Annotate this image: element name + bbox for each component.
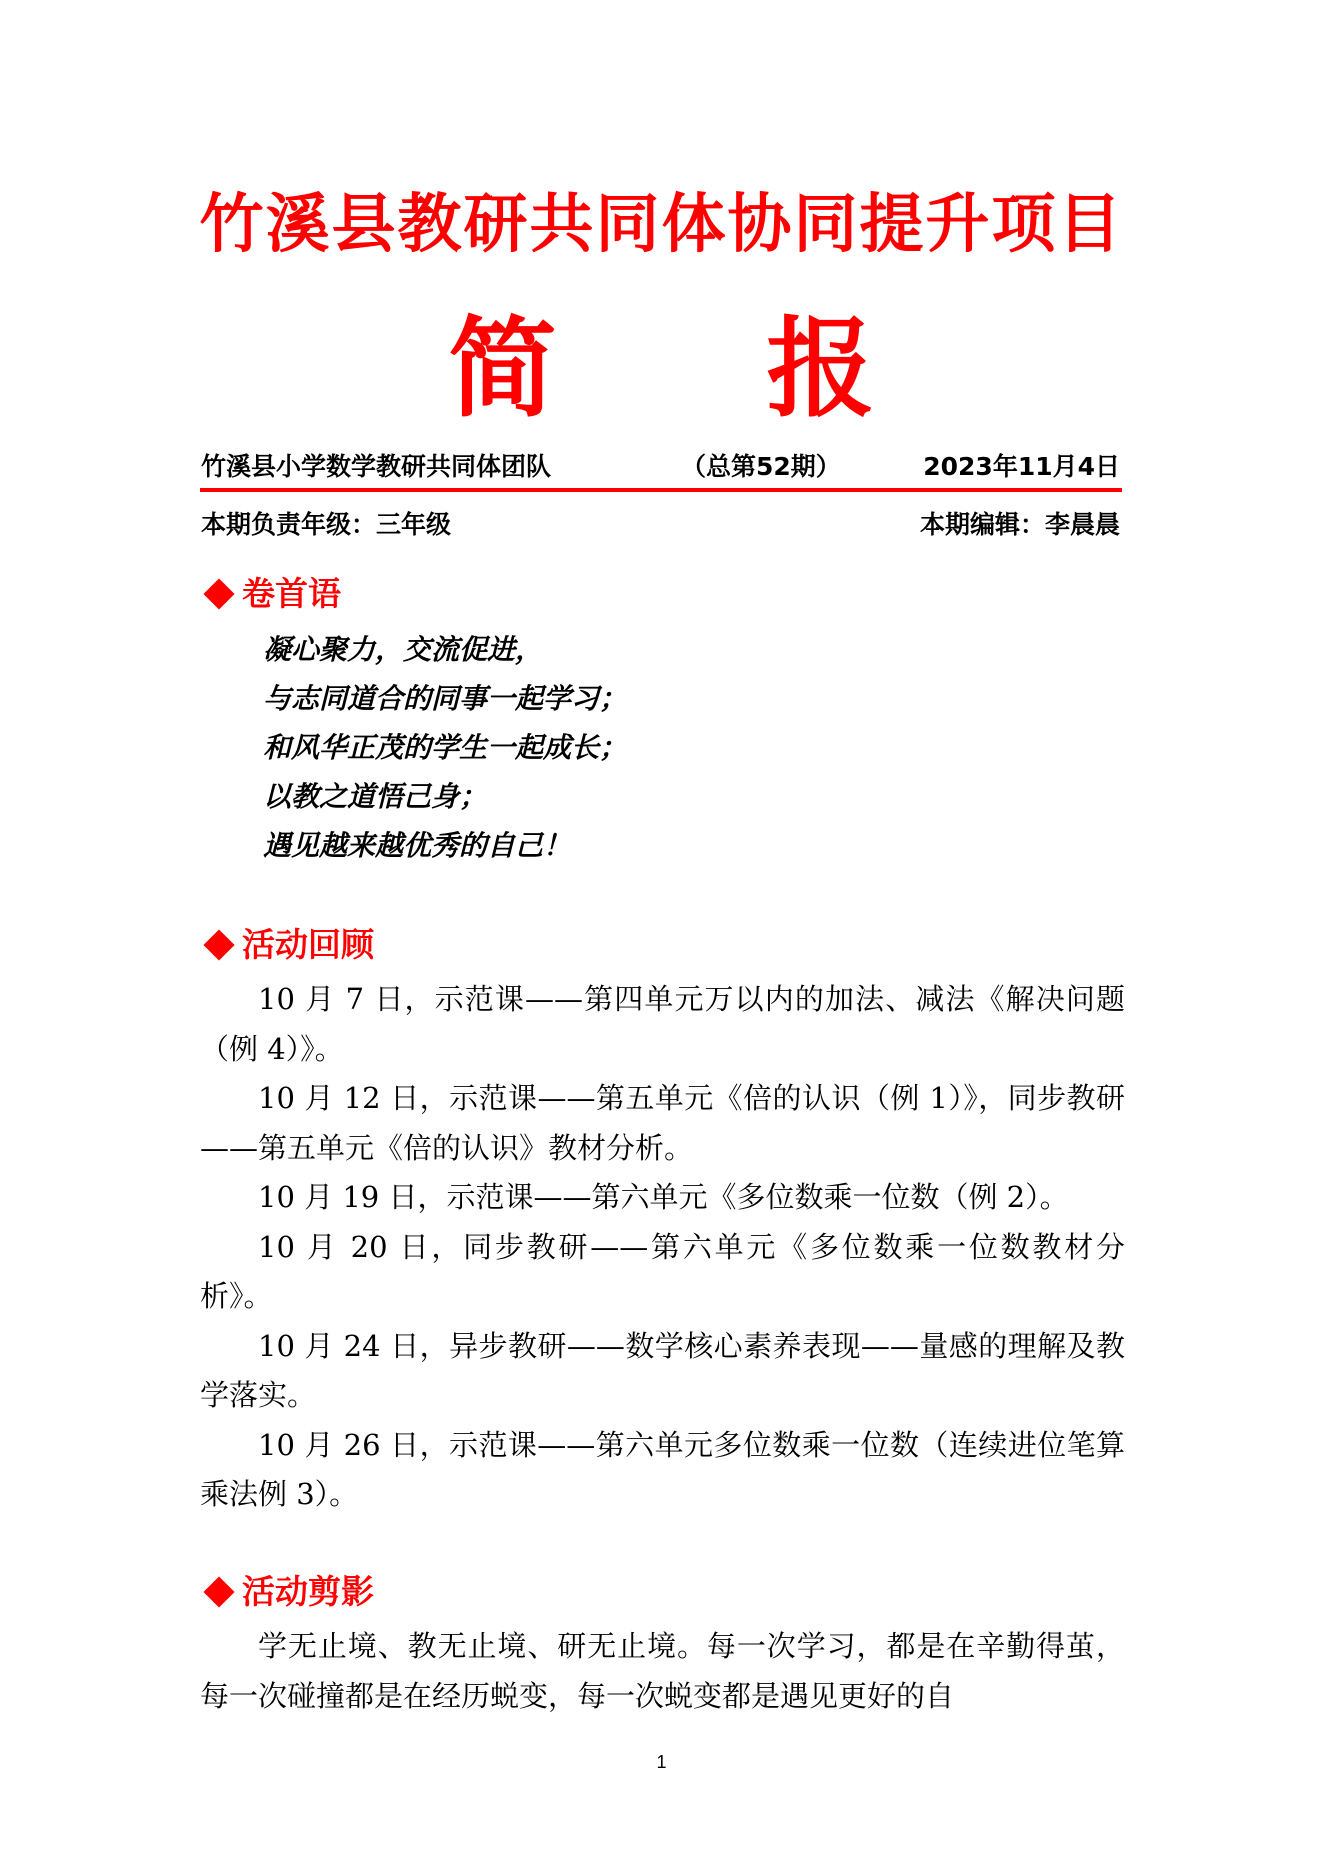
diamond-bullet-icon bbox=[203, 578, 234, 609]
poem-line: 凝心聚力，交流促进， bbox=[263, 633, 544, 666]
section-heading-foreword: 卷首语 bbox=[200, 574, 341, 614]
newsletter-subtitle bbox=[0, 307, 1323, 432]
snapshot-text bbox=[200, 1622, 1125, 1721]
subtitle-char-1: 简 bbox=[448, 307, 557, 432]
section-heading-review: 活动回顾 bbox=[200, 925, 374, 965]
activity-review-list bbox=[200, 975, 1125, 1520]
diamond-bullet-icon bbox=[203, 1576, 234, 1607]
review-item: 10 月 7 日，示范课——第四单元万以内的加法、减法《解决问题（例 4）》。 bbox=[200, 982, 1125, 1066]
review-item: 10 月 12 日，示范课——第五单元《倍的认识（例 1）》，同步教研——第五单元《倍的认识》教材分析。 bbox=[200, 1081, 1125, 1165]
issue-editor: 本期编辑：李晨晨 bbox=[919, 510, 1120, 539]
diamond-bullet-icon bbox=[203, 929, 234, 960]
review-item: 10 月 24 日，异步教研——数学核心素养表现——量感的理解及教学落实。 bbox=[200, 1328, 1125, 1412]
responsible-grade: 本期负责年级：三年级 bbox=[201, 510, 452, 539]
foreword-poem bbox=[263, 625, 627, 870]
review-item: 10 月 26 日，示范课——第六单元多位数乘一位数（连续进位笔算乘法例 3）。 bbox=[200, 1427, 1125, 1511]
page-number: 1 bbox=[656, 1752, 667, 1772]
snapshot-paragraph: 学无止境、教无止境、研无止境。每一次学习，都是在辛勤得茧，每一次碰撞都是在经历蜕变，每一次蜕变都是遇见更好的自 bbox=[200, 1629, 1125, 1713]
issue-number: （总第52期） bbox=[681, 452, 841, 481]
header-divider bbox=[200, 488, 1122, 492]
poem-line: 遇见越来越优秀的自己！ bbox=[263, 829, 572, 862]
review-item: 10 月 19 日，示范课——第六单元《多位数乘一位数（例 2）。 bbox=[258, 1180, 1069, 1214]
review-item: 10 月 20 日，同步教研——第六单元《多位数乘一位数教材分析》。 bbox=[200, 1229, 1125, 1313]
poem-line: 与志同道合的同事一起学习； bbox=[263, 682, 628, 715]
poem-line: 以教之道悟己身； bbox=[263, 780, 488, 813]
issue-date: 2023年11月4日 bbox=[923, 452, 1120, 481]
subtitle-char-2: 报 bbox=[766, 307, 875, 432]
poem-line: 和风华正茂的学生一起成长； bbox=[263, 731, 628, 764]
newsletter-title: 竹溪县教研共同体协同提升项目 bbox=[199, 188, 1124, 262]
team-name: 竹溪县小学数学教研共同体团队 bbox=[201, 452, 552, 481]
section-heading-snapshot: 活动剪影 bbox=[200, 1572, 374, 1612]
